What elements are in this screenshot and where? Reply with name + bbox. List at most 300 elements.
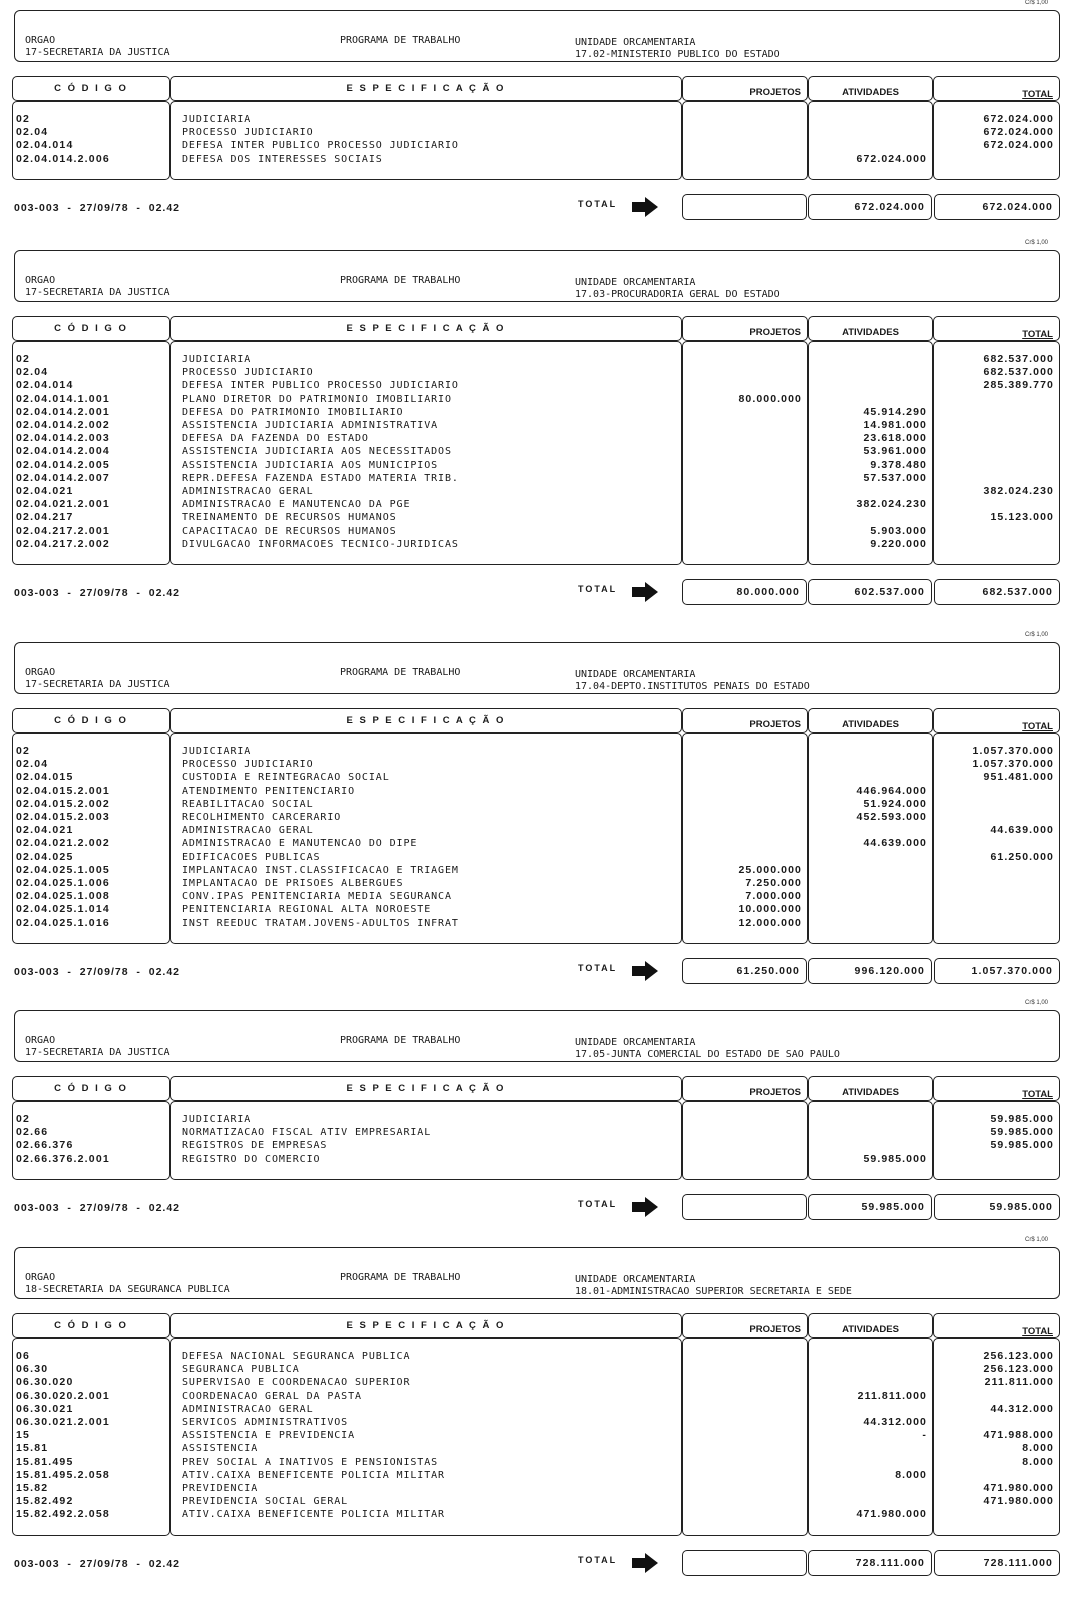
row-code: 15.81 <box>16 1442 49 1455</box>
row-code: 02 <box>16 745 31 757</box>
row-specification: ASSISTENCIA E PREVIDENCIA <box>182 1430 356 1442</box>
row-total-value: 8.000 <box>1022 1442 1054 1455</box>
row-specification: JUDICIARIA <box>182 354 252 365</box>
row-projetos-value: 80.000.000 <box>738 392 802 405</box>
unidade-label: UNIDADE ORCAMENTARIA <box>575 37 696 48</box>
row-projetos-value: 25.000.000 <box>738 863 802 876</box>
column-header-projetos: PROJETOS <box>749 87 801 98</box>
total-geral-box: 728.111.000 <box>934 1550 1060 1576</box>
row-code: 02.04.015.2.003 <box>16 811 110 823</box>
footer-reference-date: 003-003 - 27/09/78 - 02.42 <box>14 1201 181 1214</box>
orgao-value: 17-SECRETARIA DA JUSTICA <box>25 679 170 690</box>
row-specification: PENITENCIARIA REGIONAL ALTA NOROESTE <box>182 904 432 916</box>
row-code: 15 <box>16 1429 31 1442</box>
row-atividades-value: 45.914.290 <box>863 405 927 418</box>
table-row <box>12 445 1060 458</box>
row-atividades-value: - <box>922 1429 927 1442</box>
row-specification: CONV.IPAS PENITENCIARIA MEDIA SEGURANCA <box>182 891 452 903</box>
row-specification: INST REEDUC TRATAM.JOVENS-ADULTOS INFRAT <box>182 917 459 929</box>
row-specification: DEFESA DOS INTERESSES SOCIAIS <box>182 153 383 165</box>
row-total-value: 1.057.370.000 <box>972 758 1054 771</box>
header-cell-projetos <box>682 1076 808 1101</box>
row-code: 06.30.020.2.001 <box>16 1389 110 1402</box>
row-total-value: 59.985.000 <box>990 1126 1054 1139</box>
header-cell-atividades <box>808 1076 933 1101</box>
row-code: 02.04.021.2.002 <box>16 837 110 850</box>
row-code: 02.04.025.1.005 <box>16 863 110 876</box>
section-header-box <box>14 642 1060 694</box>
row-atividades-value: 382.024.230 <box>856 498 927 511</box>
header-cell-codigo <box>12 316 170 341</box>
row-specification: ATENDIMENTO PENITENCIARIO <box>182 785 356 797</box>
row-code: 02.04.025.1.008 <box>16 890 110 903</box>
currency-unit: Cr$ 1,00 <box>1024 1000 1048 1006</box>
table-row <box>12 393 1060 406</box>
row-specification: REPR.DEFESA FAZENDA ESTADO MATERIA TRIB. <box>182 472 459 484</box>
row-specification: CAPACITACAO DE RECURSOS HUMANOS <box>182 525 397 537</box>
row-code: 06.30.020 <box>16 1376 74 1389</box>
row-atividades-value: 8.000 <box>895 1468 927 1481</box>
row-code: 02.04.014 <box>16 379 74 392</box>
table-row <box>12 1508 1060 1521</box>
table-row <box>12 1139 1060 1152</box>
unidade-label: UNIDADE ORCAMENTARIA <box>575 277 696 288</box>
column-header-codigo: C Ó D I G O <box>54 1083 128 1094</box>
row-code: 02.04.025.1.016 <box>16 916 110 929</box>
row-total-value: 471.980.000 <box>983 1495 1054 1508</box>
budget-table <box>12 708 1060 944</box>
table-row <box>12 758 1060 771</box>
currency-unit: Cr$ 1,00 <box>1024 0 1048 6</box>
row-total-value: 672.024.000 <box>983 113 1054 125</box>
unidade-label: UNIDADE ORCAMENTARIA <box>575 1037 696 1048</box>
budget-section <box>0 632 1082 992</box>
row-specification: IMPLANTACAO DE PRISOES ALBERGUES <box>182 878 404 889</box>
total-atividades-box: 996.120.000 <box>808 958 932 984</box>
unidade-label: UNIDADE ORCAMENTARIA <box>575 1274 696 1285</box>
row-atividades-value: 53.961.000 <box>863 445 927 458</box>
table-row <box>12 771 1060 784</box>
row-specification: ADMINISTRACAO GERAL <box>182 825 314 837</box>
total-atividades-box: 672.024.000 <box>808 194 932 220</box>
row-code: 02.04.014.2.007 <box>16 471 110 484</box>
row-total-value: 59.985.000 <box>990 1139 1054 1152</box>
section-header-box <box>14 1247 1060 1299</box>
row-code: 06.30.021.2.001 <box>16 1416 110 1428</box>
unidade-value: 17.05-JUNTA COMERCIAL DO ESTADO DE SAO PAULO <box>575 1049 840 1060</box>
footer-reference-date: 003-003 - 27/09/78 - 02.42 <box>14 587 181 599</box>
row-code: 06 <box>16 1350 31 1362</box>
row-total-value: 382.024.230 <box>983 485 1054 497</box>
row-atividades-value: 57.537.000 <box>863 471 927 484</box>
row-specification: PROCESSO JUDICIARIO <box>182 367 314 379</box>
total-atividades-box: 59.985.000 <box>808 1194 932 1220</box>
header-cell-codigo <box>12 1076 170 1101</box>
programa-label: PROGRAMA DE TRABALHO <box>340 275 461 286</box>
row-specification: NORMATIZACAO FISCAL ATIV EMPRESARIAL <box>182 1127 432 1139</box>
row-code: 02.66.376.2.001 <box>16 1152 110 1165</box>
row-atividades-value: 5.903.000 <box>870 524 927 537</box>
row-specification: IMPLANTACAO INST.CLASSIFICACAO E TRIAGEM <box>182 864 459 876</box>
row-total-value: 285.389.770 <box>983 379 1054 392</box>
row-specification: ADMINISTRACAO E MANUTENCAO DO DIPE <box>182 838 418 850</box>
table-row <box>12 126 1060 139</box>
table-row <box>12 1390 1060 1403</box>
row-specification: DEFESA DO PATRIMONIO IMOBILIARIO <box>182 406 404 418</box>
column-header-atividades: ATIVIDADES <box>842 719 899 730</box>
header-cell-especificacao <box>170 316 682 341</box>
row-code: 02 <box>16 353 31 365</box>
header-cell-projetos <box>682 708 808 733</box>
currency-unit: Cr$ 1,00 <box>1024 632 1048 638</box>
row-total-value: 256.123.000 <box>983 1363 1054 1376</box>
budget-section <box>0 1237 1082 1597</box>
table-row <box>12 851 1060 864</box>
table-row <box>12 903 1060 916</box>
row-atividades-value: 23.618.000 <box>863 432 927 445</box>
table-row <box>12 472 1060 485</box>
table-row <box>12 1442 1060 1455</box>
table-row <box>12 406 1060 419</box>
header-cell-projetos <box>682 76 808 101</box>
section-footer <box>0 579 1082 607</box>
row-atividades-value: 446.964.000 <box>856 784 927 797</box>
currency-unit: Cr$ 1,00 <box>1024 240 1048 246</box>
row-code: 02.04.014.2.005 <box>16 458 110 471</box>
row-code: 02.04.014 <box>16 139 74 152</box>
header-cell-total <box>933 1313 1060 1338</box>
total-label: TOTAL <box>578 198 618 209</box>
row-code: 02.04.217 <box>16 511 74 524</box>
row-specification: PREV SOCIAL A INATIVOS E PENSIONISTAS <box>182 1456 439 1468</box>
row-atividades-value: 44.639.000 <box>863 837 927 850</box>
table-row <box>12 837 1060 850</box>
orgao-value: 17-SECRETARIA DA JUSTICA <box>25 47 170 58</box>
row-code: 02.04.014.1.001 <box>16 392 110 405</box>
row-total-value: 211.811.000 <box>984 1376 1054 1389</box>
row-atividades-value: 452.593.000 <box>856 811 927 823</box>
budget-table <box>12 316 1060 565</box>
table-row <box>12 745 1060 758</box>
table-body <box>12 733 1060 944</box>
row-total-value: 672.024.000 <box>983 126 1054 139</box>
column-header-especificacao: E S P E C I F I C A Ç Ã O <box>346 83 506 94</box>
row-specification: PREVIDENCIA <box>182 1483 259 1494</box>
header-cell-total <box>933 316 1060 341</box>
header-cell-especificacao <box>170 1076 682 1101</box>
column-header-codigo: C Ó D I G O <box>54 83 128 94</box>
row-atividades-value: 59.985.000 <box>863 1152 927 1165</box>
column-header-projetos: PROJETOS <box>749 1324 801 1335</box>
header-cell-total <box>933 708 1060 733</box>
table-row <box>12 1376 1060 1389</box>
total-geral-box: 682.537.000 <box>934 579 1060 605</box>
unidade-value: 17.02-MINISTERIO PUBLICO DO ESTADO <box>575 49 780 60</box>
row-code: 02.04 <box>16 366 49 379</box>
header-cell-total <box>933 1076 1060 1101</box>
header-cell-atividades <box>808 316 933 341</box>
row-code: 02.04.217.2.001 <box>16 524 110 537</box>
table-row <box>12 1126 1060 1139</box>
row-specification: SUPERVISAO E COORDENACAO SUPERIOR <box>182 1377 411 1389</box>
total-projetos-box: 80.000.000 <box>682 579 807 605</box>
table-row <box>12 511 1060 524</box>
programa-label: PROGRAMA DE TRABALHO <box>340 35 461 46</box>
total-atividades-box: 602.537.000 <box>808 579 932 605</box>
row-specification: ADMINISTRACAO GERAL <box>182 1403 314 1415</box>
total-projetos-box <box>682 1550 807 1576</box>
row-code: 02.04.014.2.003 <box>16 432 110 445</box>
total-projetos-box: 61.250.000 <box>682 958 807 984</box>
header-cell-especificacao <box>170 708 682 733</box>
table-header <box>12 1313 1060 1338</box>
footer-reference-date: 003-003 - 27/09/78 - 02.42 <box>14 201 181 214</box>
row-atividades-value: 672.024.000 <box>856 152 927 165</box>
column-header-total: TOTAL <box>1022 89 1053 100</box>
unidade-value: 17.04-DEPTO.INSTITUTOS PENAIS DO ESTADO <box>575 681 810 692</box>
table-row <box>12 366 1060 379</box>
header-cell-codigo <box>12 1313 170 1338</box>
column-header-total: TOTAL <box>1022 1089 1053 1100</box>
column-header-total: TOTAL <box>1022 721 1053 732</box>
row-specification: ADMINISTRACAO GERAL <box>182 486 314 497</box>
row-specification: SERVICOS ADMINISTRATIVOS <box>182 1417 349 1428</box>
table-row <box>12 432 1060 445</box>
header-cell-total <box>933 76 1060 101</box>
row-specification: TREINAMENTO DE RECURSOS HUMANOS <box>182 512 397 524</box>
row-specification: ASSISTENCIA JUDICIARIA AOS MUNICIPIOS <box>182 459 439 471</box>
budget-table <box>12 76 1060 180</box>
table-row <box>12 1403 1060 1416</box>
table-row <box>12 1495 1060 1508</box>
row-code: 15.82 <box>16 1482 49 1494</box>
table-row <box>12 1482 1060 1495</box>
arrow-right-icon <box>632 1197 658 1217</box>
total-label: TOTAL <box>578 1554 618 1565</box>
row-specification: RECOLHIMENTO CARCERARIO <box>182 812 342 823</box>
currency-unit: Cr$ 1,00 <box>1024 1237 1048 1243</box>
row-code: 02.04.021 <box>16 824 74 837</box>
row-code: 02.04.025 <box>16 850 74 863</box>
section-footer <box>0 194 1082 222</box>
orgao-label: ORGAO <box>25 275 56 286</box>
table-row <box>12 353 1060 366</box>
table-header <box>12 1076 1060 1101</box>
table-row <box>12 798 1060 811</box>
table-row <box>12 459 1060 472</box>
table-row <box>12 1350 1060 1363</box>
table-row <box>12 1429 1060 1442</box>
table-row <box>12 877 1060 890</box>
row-projetos-value: 7.000.000 <box>745 890 802 903</box>
section-header-box <box>14 250 1060 302</box>
row-specification: ASSISTENCIA JUDICIARIA ADMINISTRATIVA <box>182 420 439 431</box>
column-header-atividades: ATIVIDADES <box>842 87 899 98</box>
row-specification: ASSISTENCIA <box>182 1443 259 1455</box>
table-body <box>12 1338 1060 1536</box>
unidade-label: UNIDADE ORCAMENTARIA <box>575 669 696 680</box>
column-header-codigo: C Ó D I G O <box>54 1320 128 1331</box>
row-code: 02.04.015 <box>16 771 74 784</box>
header-cell-atividades <box>808 76 933 101</box>
row-total-value: 44.312.000 <box>990 1402 1054 1415</box>
row-specification: DEFESA INTER PUBLICO PROCESSO JUDICIARIO <box>182 140 459 152</box>
column-header-total: TOTAL <box>1022 329 1053 340</box>
row-specification: JUDICIARIA <box>182 1114 252 1125</box>
row-atividades-value: 14.981.000 <box>863 419 927 431</box>
row-code: 02.04.014.2.006 <box>16 152 110 165</box>
table-row <box>12 864 1060 877</box>
row-total-value: 951.481.000 <box>983 771 1054 784</box>
table-body <box>12 101 1060 180</box>
total-atividades-box: 728.111.000 <box>808 1550 932 1576</box>
row-specification: REGISTROS DE EMPRESAS <box>182 1140 328 1152</box>
row-code: 02.66 <box>16 1126 49 1139</box>
total-label: TOTAL <box>578 962 618 973</box>
header-cell-atividades <box>808 1313 933 1338</box>
total-label: TOTAL <box>578 584 618 594</box>
row-atividades-value: 44.312.000 <box>863 1416 927 1428</box>
table-row <box>12 785 1060 798</box>
unidade-value: 17.03-PROCURADORIA GERAL DO ESTADO <box>575 289 780 300</box>
row-atividades-value: 9.378.480 <box>870 458 927 471</box>
row-code: 02 <box>16 113 31 125</box>
section-header-box <box>14 10 1060 62</box>
column-header-atividades: ATIVIDADES <box>842 1087 899 1098</box>
arrow-right-icon <box>632 1553 658 1573</box>
row-specification: DEFESA NACIONAL SEGURANCA PUBLICA <box>182 1351 411 1362</box>
row-total-value: 59.985.000 <box>990 1113 1054 1125</box>
table-row <box>12 1153 1060 1166</box>
table-row <box>12 811 1060 824</box>
row-total-value: 682.537.000 <box>983 366 1054 379</box>
arrow-right-icon <box>632 197 658 217</box>
unidade-value: 18.01-ADMINISTRACAO SUPERIOR SECRETARIA E SEDE <box>575 1286 852 1297</box>
row-code: 02.04.015.2.001 <box>16 784 110 797</box>
column-header-atividades: ATIVIDADES <box>842 1324 899 1335</box>
column-header-atividades: ATIVIDADES <box>842 327 899 338</box>
row-code: 06.30.021 <box>16 1402 74 1415</box>
table-header <box>12 76 1060 101</box>
row-total-value: 61.250.000 <box>990 850 1054 863</box>
column-header-especificacao: E S P E C I F I C A Ç Ã O <box>346 1320 506 1331</box>
arrow-right-icon <box>632 961 658 981</box>
row-code: 15.81.495.2.058 <box>16 1468 110 1481</box>
row-code: 02.04 <box>16 758 49 771</box>
row-projetos-value: 10.000.000 <box>738 903 802 916</box>
row-specification: DIVULGACAO INFORMACOES TECNICO-JURIDICAS <box>182 538 459 550</box>
table-row <box>12 1113 1060 1126</box>
row-code: 02.04.025.1.006 <box>16 877 110 889</box>
row-code: 02.04.021.2.001 <box>16 498 110 511</box>
table-row <box>12 824 1060 837</box>
row-code: 06.30 <box>16 1363 49 1376</box>
table-header <box>12 708 1060 733</box>
row-total-value: 8.000 <box>1022 1455 1054 1468</box>
table-row <box>12 498 1060 511</box>
footer-reference-date: 003-003 - 27/09/78 - 02.42 <box>14 965 181 978</box>
column-header-codigo: C Ó D I G O <box>54 715 128 726</box>
table-row <box>12 1416 1060 1429</box>
row-projetos-value: 7.250.000 <box>745 877 802 889</box>
row-specification: PROCESSO JUDICIARIO <box>182 127 314 139</box>
row-code: 02.04.014.2.004 <box>16 445 110 458</box>
table-header <box>12 316 1060 341</box>
row-specification: REABILITACAO SOCIAL <box>182 798 314 810</box>
row-total-value: 672.024.000 <box>983 139 1054 152</box>
column-header-projetos: PROJETOS <box>749 719 801 730</box>
row-specification: ATIV.CAIXA BENEFICENTE POLICIA MILITAR <box>182 1509 445 1521</box>
table-row <box>12 379 1060 392</box>
row-code: 02.04 <box>16 126 49 139</box>
row-specification: PROCESSO JUDICIARIO <box>182 759 314 771</box>
table-row <box>12 538 1060 551</box>
programa-label: PROGRAMA DE TRABALHO <box>340 667 461 678</box>
orgao-label: ORGAO <box>25 667 56 678</box>
total-geral-box: 59.985.000 <box>934 1194 1060 1220</box>
row-code: 02.04.217.2.002 <box>16 537 110 550</box>
table-row <box>12 113 1060 126</box>
arrow-right-icon <box>632 582 658 602</box>
row-code: 02.04.015.2.002 <box>16 797 110 810</box>
row-code: 02.66.376 <box>16 1139 74 1152</box>
row-specification: ADMINISTRACAO E MANUTENCAO DA PGE <box>182 499 411 511</box>
table-row <box>12 419 1060 432</box>
column-header-especificacao: E S P E C I F I C A Ç Ã O <box>346 323 506 334</box>
row-specification: REGISTRO DO COMERCIO <box>182 1153 321 1165</box>
column-header-codigo: C Ó D I G O <box>54 323 128 334</box>
table-row <box>12 139 1060 152</box>
budget-table <box>12 1313 1060 1536</box>
row-specification: PREVIDENCIA SOCIAL GERAL <box>182 1496 349 1508</box>
orgao-label: ORGAO <box>25 35 56 46</box>
row-specification: COORDENACAO GERAL DA PASTA <box>182 1390 362 1402</box>
table-body <box>12 341 1060 565</box>
row-specification: PLANO DIRETOR DO PATRIMONIO IMOBILIARIO <box>182 393 452 405</box>
row-total-value: 471.988.000 <box>983 1429 1054 1442</box>
row-code: 02.04.014.2.002 <box>16 419 110 431</box>
table-row <box>12 1456 1060 1469</box>
header-cell-projetos <box>682 1313 808 1338</box>
footer-reference-date: 003-003 - 27/09/78 - 02.42 <box>14 1557 181 1570</box>
budget-section <box>0 240 1082 600</box>
header-cell-projetos <box>682 316 808 341</box>
total-label: TOTAL <box>578 1198 618 1209</box>
table-row <box>12 525 1060 538</box>
row-atividades-value: 211.811.000 <box>857 1389 927 1402</box>
header-cell-codigo <box>12 708 170 733</box>
table-row <box>12 1363 1060 1376</box>
row-projetos-value: 12.000.000 <box>738 916 802 929</box>
section-footer <box>0 1550 1082 1578</box>
column-header-projetos: PROJETOS <box>749 327 801 338</box>
row-specification: DEFESA INTER PUBLICO PROCESSO JUDICIARIO <box>182 380 459 392</box>
row-code: 15.82.492.2.058 <box>16 1508 110 1521</box>
table-row <box>12 153 1060 166</box>
orgao-value: 17-SECRETARIA DA JUSTICA <box>25 287 170 298</box>
column-header-especificacao: E S P E C I F I C A Ç Ã O <box>346 1083 506 1094</box>
column-header-especificacao: E S P E C I F I C A Ç Ã O <box>346 715 506 726</box>
row-specification: JUDICIARIA <box>182 746 252 757</box>
row-code: 02 <box>16 1113 31 1125</box>
orgao-value: 18-SECRETARIA DA SEGURANCA PUBLICA <box>25 1284 230 1295</box>
row-specification: ASSISTENCIA JUDICIARIA AOS NECESSITADOS <box>182 446 452 458</box>
section-footer <box>0 1194 1082 1222</box>
row-code: 15.81.495 <box>16 1455 74 1468</box>
row-specification: CUSTODIA E REINTEGRACAO SOCIAL <box>182 772 390 784</box>
total-geral-box: 672.024.000 <box>934 194 1060 220</box>
row-total-value: 682.537.000 <box>983 353 1054 365</box>
